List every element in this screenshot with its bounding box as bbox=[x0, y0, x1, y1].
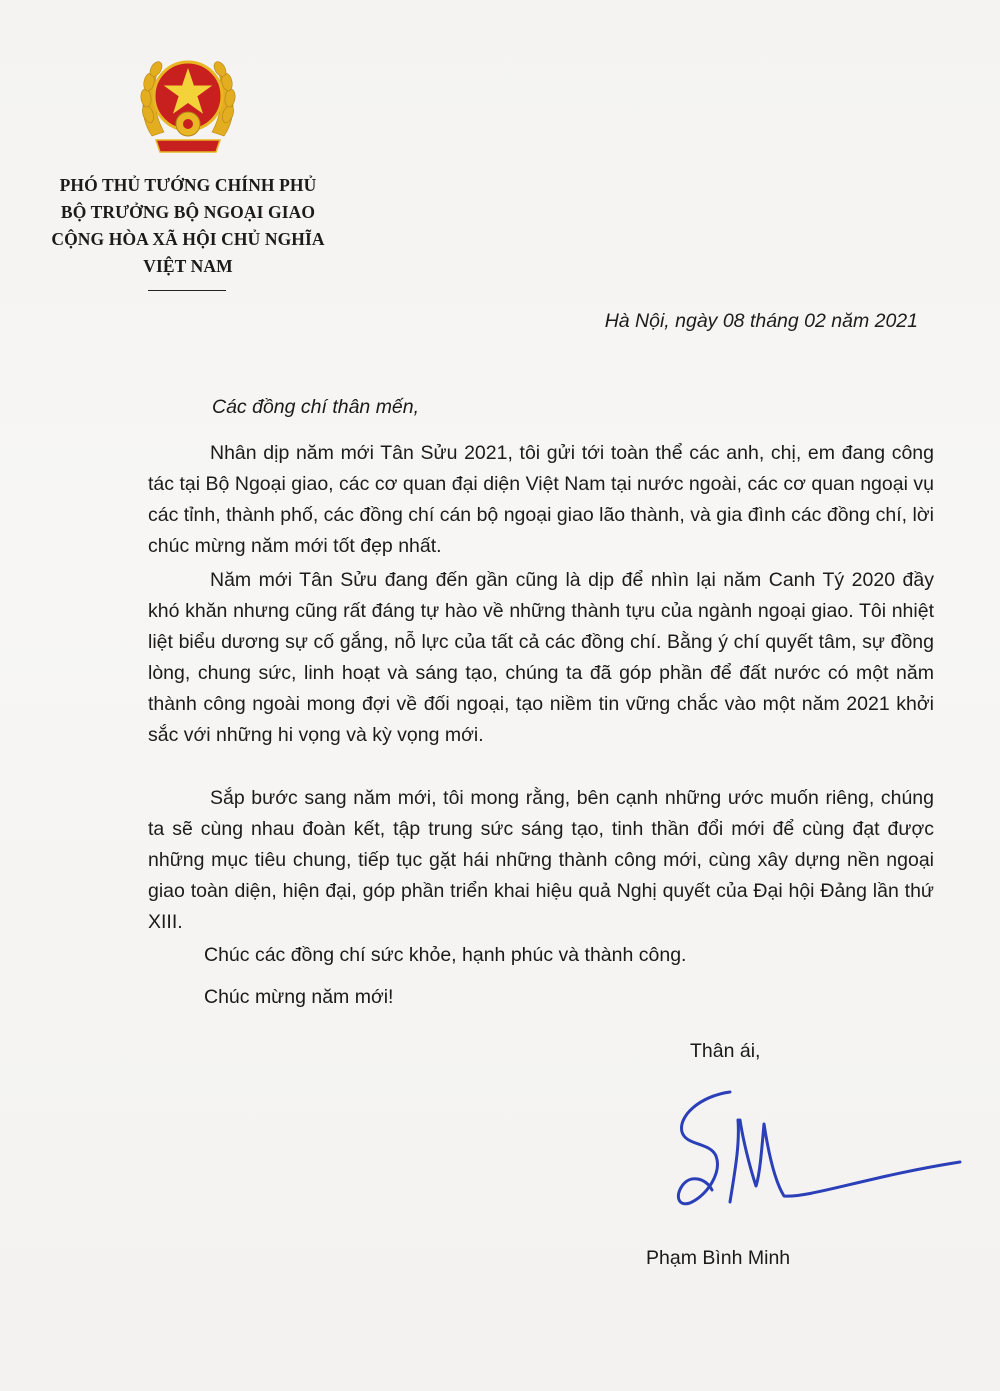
letter-date: Hà Nội, ngày 08 tháng 02 năm 2021 bbox=[604, 310, 918, 332]
sign-off: Thân ái, bbox=[690, 1040, 761, 1062]
paragraph-text: Năm mới Tân Sửu đang đến gần cũng là dịp để nhìn lại năm Canh Tý 2020 đầy khó khăn nhưng cũng rất đáng tự hào về những thành tựu của ngành ngoại giao. Tôi nhiệt liệt biểu dương sự cố gắng, nỗ lực của tất cả các đồng chí. Bằng ý chí quyết tâm, sự đồng lòng, chung sức, linh hoạt và sáng tạo, chúng ta đã góp phần để đất nước có một năm thành công ngoài mong đợi về đối ngoại, tạo niềm tin vững chắc vào một năm 2021 khởi sắc với những hi vọng và kỳ vọng mới. bbox=[148, 569, 934, 746]
sender-title-line: BỘ TRƯỞNG BỘ NGOẠI GIAO bbox=[60, 202, 316, 222]
sender-title-line: PHÓ THỦ TƯỚNG CHÍNH PHỦ bbox=[59, 175, 317, 195]
paragraph-text: Sắp bước sang năm mới, tôi mong rằng, bên cạnh những ước muốn riêng, chúng ta sẽ cùng nhau đoàn kết, tập trung sức sáng tạo, tinh thần đổi mới để cùng đạt được những mục tiêu chung, tiếp tục gặt hái những thành công mới, cùng xây dựng nền ngoại giao toàn diện, hiện đại, góp phần triển khai hiệu quả Nghị quyết của Đại hội Đảng lần thứ XIII. bbox=[148, 787, 934, 933]
paragraph-text: Nhân dịp năm mới Tân Sửu 2021, tôi gửi tới toàn thể các anh, chị, em đang công tác tại Bộ Ngoại giao, các cơ quan đại diện Việt Nam tại nước ngoài, các cơ quan ngoại vụ các tỉnh, thành phố, các đồng chí cán bộ ngoại giao lão thành, và gia đình các đồng chí, lời chúc mừng năm mới tốt đẹp nhất. bbox=[148, 442, 934, 557]
body-paragraph bbox=[148, 438, 934, 562]
closing-greeting: Chúc mừng năm mới! bbox=[204, 986, 394, 1008]
signer-name: Phạm Bình Minh bbox=[646, 1247, 791, 1269]
header-divider bbox=[148, 290, 226, 291]
sender-title-line: VIỆT NAM bbox=[143, 256, 233, 276]
handwritten-signature bbox=[660, 1086, 970, 1216]
body-paragraph bbox=[148, 783, 934, 938]
sender-title-block bbox=[38, 172, 338, 280]
closing-wish: Chúc các đồng chí sức khỏe, hạnh phúc và thành công. bbox=[204, 944, 687, 966]
sender-title-line: CỘNG HÒA XÃ HỘI CHỦ NGHĨA bbox=[51, 229, 325, 249]
body-paragraph bbox=[148, 565, 934, 751]
national-emblem-icon bbox=[134, 44, 242, 160]
salutation: Các đồng chí thân mến, bbox=[212, 396, 420, 418]
